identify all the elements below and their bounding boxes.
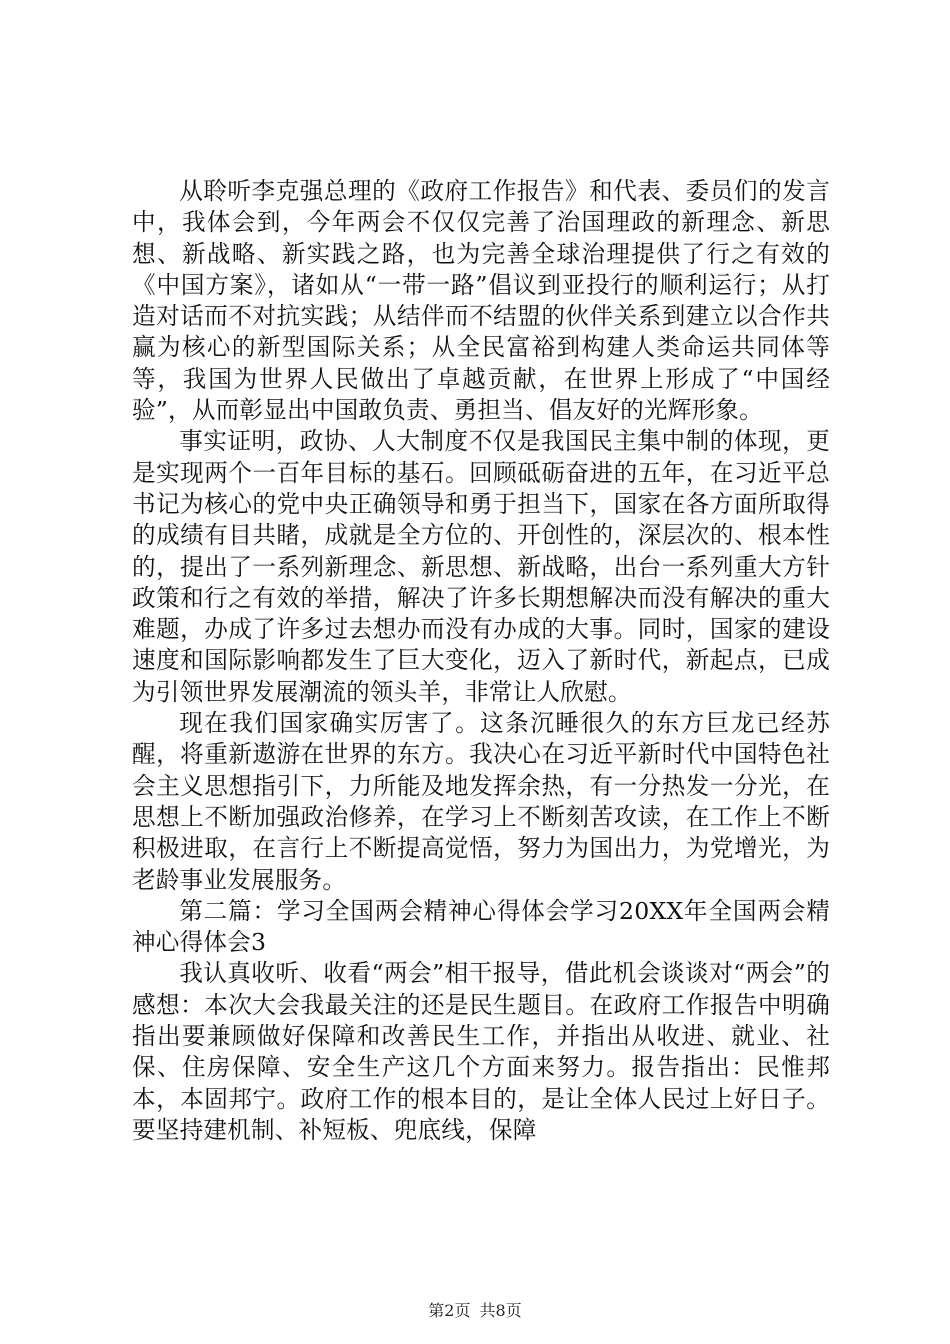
page-number: 第2页 — [428, 1301, 471, 1320]
paragraph-3: 现在我们国家确实厉害了。这条沉睡很久的东方巨龙已经苏醒，将重新遨游在世界的东方。我决心在习近平新时代中国特色社会主义思想指引下，力所能及地发挥余热，有一分热发一分光，在思想上不断加强政治修养，在学习上不断刻苦攻读，在工作上不断积极进取，在言行上不断提高觉悟，努力为国出力，为党增光，为老龄事业发展服务。 — [132, 709, 830, 894]
page-footer — [0, 1301, 950, 1321]
page-total: 共8页 — [479, 1301, 522, 1320]
section-heading: 第二篇：学习全国两会精神心得体会学习20XX年全国两会精神心得体会3 — [132, 896, 830, 957]
paragraph-1: 从聆听李克强总理的《政府工作报告》和代表、委员们的发言中，我体会到，今年两会不仅仅完善了治国理政的新理念、新思想、新战略、新实践之路，也为完善全球治理提供了行之有效的《中国方案》，诸如从“一带一路”倡议到亚投行的顺利运行；从打造对话而不对抗实践；从结伴而不结盟的伙伴关系到建立以合作共赢为核心的新型国际关系；从全民富裕到构建人类命运共同体等等，我国为世界人民做出了卓越贡献，在世界上形成了“中国经验”，从而彰显出中国敢负责、勇担当、倡友好的光辉形象。 — [132, 177, 830, 425]
paragraph-4: 我认真收听、收看“两会”相干报导，借此机会谈谈对“两会”的感想：本次大会我最关注的还是民生题目。在政府工作报告中明确指出要兼顾做好保障和改善民生工作，并指出从收进、就业、社保、住房保障、安全生产这几个方面来努力。报告指出：民惟邦本，本固邦宁。政府工作的根本目的，是让全体人民过上好日子。要坚持建机制、补短板、兜底线，保障 — [132, 959, 830, 1144]
document-body — [132, 176, 830, 1146]
paragraph-2: 事实证明，政协、人大制度不仅是我国民主集中制的体现，更是实现两个一百年目标的基石。回顾砥砺奋进的五年，在习近平总书记为核心的党中央正确领导和勇于担当下，国家在各方面所取得的成绩有目共睹，成就是全方位的、开创性的，深层次的、根本性的，提出了一系列新理念、新思想、新战略，出台一系列重大方针政策和行之有效的举措，解决了许多长期想解决而没有解决的重大难题，办成了许多过去想办而没有办成的大事。同时，国家的建设速度和国际影响都发生了巨大变化，迈入了新时代，新起点，已成为引领世界发展潮流的领头羊，非常让人欣慰。 — [132, 427, 830, 706]
